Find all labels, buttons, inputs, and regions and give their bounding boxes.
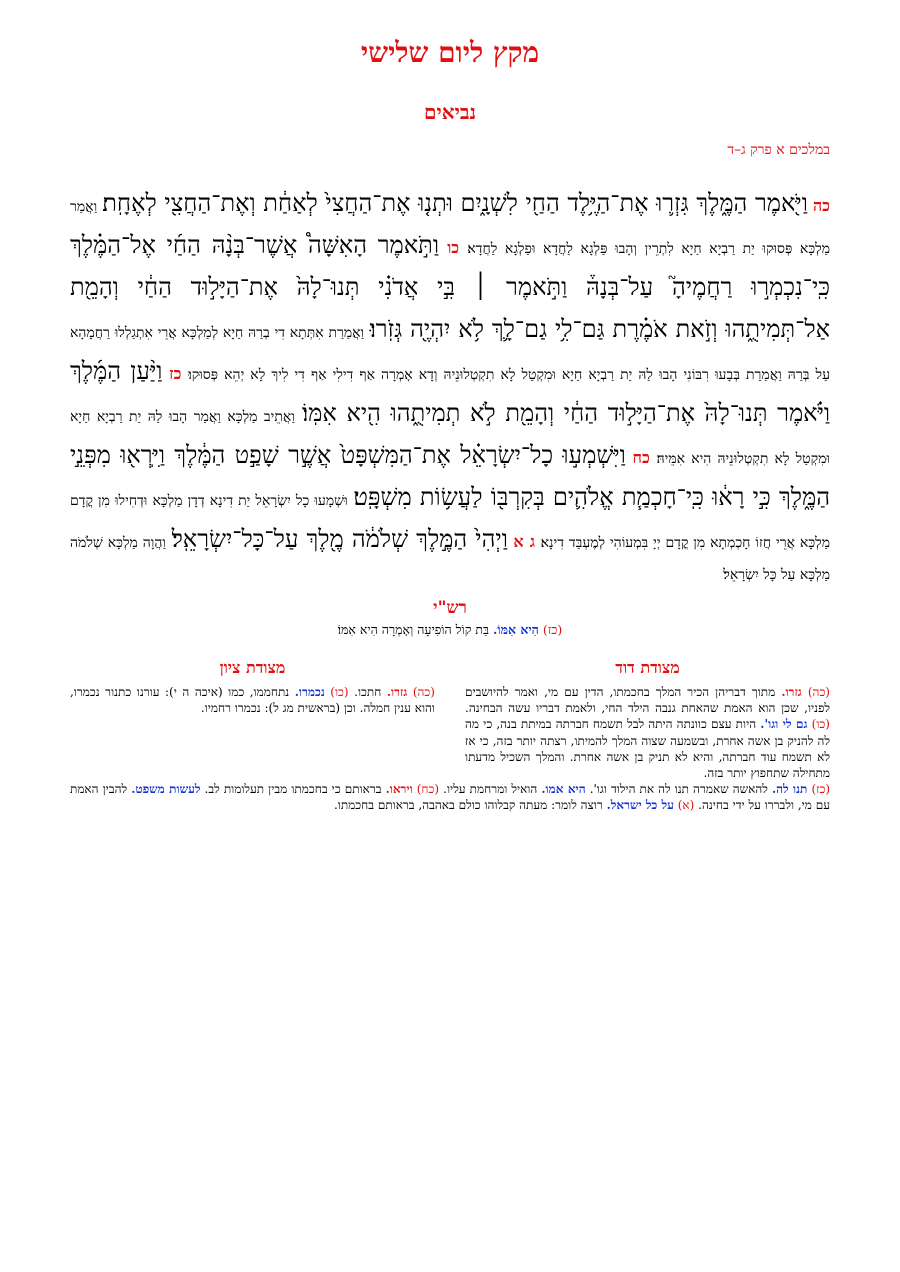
metzudat-david-title: מצודת דוד — [615, 658, 680, 677]
section-title: נביאים — [424, 100, 476, 124]
rashi-title: רש"י — [433, 598, 467, 618]
rashi-verse-ref: (כז) — [542, 622, 563, 637]
verse-text: וַיִּשְׁמְע֣וּ כָל־יִשְׂרָאֵ֗ל אֶת־הַמִּשְׁפָּט֙ אֲשֶׁ֣ר שָׁפַ֣ט הַמֶּ֔לֶךְ וַיִּֽרְא֖וּ מִפְּנֵ֣י הַמֶּ֑לֶךְ כִּ֣י רָא֔וּ כִּֽי־חָכְמַ֧ת אֱלֹהִ֛ים בְּקִרְבּ֖וֹ לַעֲשׂ֥וֹת מִשְׁפָּֽט׃ — [70, 441, 831, 511]
metzudat-david-continued — [70, 781, 830, 813]
verse-text: וַתֹּ֣אמֶר הָאִשָּׁה֩ אֲשֶׁר־בְּנָ֨הּ הַחַ֜י אֶל־הַמֶּ֗לֶךְ כִּֽי־נִכְמְר֣וּ רַחֲמֶיהָ֮ עַל־בְּנָהּ֒ וַתֹּ֣אמֶר ׀ בִּ֣י אֲדֹנִ֗י תְּנוּ־לָהּ֙ אֶת־הַיָּל֣וּד הַחַ֔י וְהָמֵ֖ת אַל־תְּמִיתֻ֑הוּ וְזֹ֣את אֹמֶ֗רֶת גַּם־לִ֥י גַם־לָ֛ךְ לֹ֥א יִהְיֶ֖ה גְּזֹֽרוּ׃ — [70, 231, 830, 343]
verse-ref: (כה) — [807, 685, 830, 699]
comment: בראותם כי בחכמתו מבין תעלומות לב. — [204, 782, 382, 797]
dibur: ויראו. — [385, 782, 413, 797]
targum-text: וַאֲתֵיב מַלְכָּא וַאֲמַר הָבוּ לַהּ יַת רַבְיָא חַיָא וּמִקְטַל לָא תִקְטְלוּנֵיהּ הִיא אִמֵּיהּ׃ — [70, 409, 830, 467]
dibur: גם לי וגו'. — [760, 717, 808, 732]
metzudat-zion-text — [70, 684, 435, 716]
verse-text: וַיְהִי֙ הַמֶּ֣לֶךְ שְׁלֹמֹ֔ה מֶ֖לֶךְ עַל־כָּל־יִשְׂרָאֵֽל׃ — [171, 525, 508, 553]
verse-number: ג א — [513, 532, 535, 551]
verses-block — [70, 182, 830, 588]
comment: רוצה לומר: מעתה קבלוהו כולם באהבה, בראותם בחכמתו. — [333, 798, 603, 813]
verse-number: כו — [447, 238, 460, 257]
dibur: היא אמו. — [541, 782, 586, 797]
comment: מתוך דבריהן הכיר המלך בחכמתו, הדין עם מי, ואמר להיושבים לפניו, שכן הוא האמת שהאחת גנבה הילד החי, ולאמת דבריו עשה הבחינה. — [465, 685, 830, 716]
verse-ref: (כח) — [416, 782, 440, 797]
metzudat-david-text — [465, 684, 830, 781]
comment: להבין האמת עם מי, ולבררו על ידי בחינה. — [70, 782, 830, 813]
verse-text: וַיַּ֨עַן הַמֶּ֜לֶךְ וַיֹּ֗אמֶר תְּנוּ־לָהּ֙ אֶת־הַיָּל֣וּד הַחַ֔י וְהָמֵ֖ת לֹ֣א תְמִיתֻ֑הוּ הִ֖יא אִמּֽוֹ׃ — [70, 357, 830, 427]
dibur: תנו לה. — [771, 782, 808, 797]
commentaries — [70, 658, 830, 781]
dibur: על כל ישראל. — [606, 798, 674, 813]
rashi-dibur: הִיא אִמּוֹ. — [493, 622, 539, 637]
rashi-commentary — [70, 622, 830, 638]
verse-number: כה — [812, 196, 830, 215]
rashi-text: בַּת קוֹל הוֹפִיעָה וְאָמְרָה הִיא אִמּוֹ׃ — [337, 622, 490, 637]
metzudat-zion-column — [70, 658, 435, 781]
dibur: גזרו. — [781, 685, 802, 699]
comment: הואיל ומרחמת עליו. — [443, 782, 538, 797]
targum-text: וּשְׁמָעוּ כָל יִשְׂרָאֵל יַת דִינָא דְדָן מַלְכָּא וּדְחִילוּ מִן קֳדָם מַלְכָּא אֲרֵי חֲזוֹ חָכְמְתָא מִן קֳדָם יְיָ בִּמְעוֹהִי לְמֶעְבַּד דִינָא׃ — [70, 493, 831, 551]
chapter-reference: במלכים א פרק ג–ד — [727, 142, 830, 158]
verse-ref: (א) — [677, 798, 695, 813]
comment: להאשה שאמרה תנו לה את הילוד וגו'. — [589, 782, 768, 797]
dibur: לעשות משפט. — [131, 782, 201, 797]
dibur: נכמרו. — [294, 685, 325, 699]
comment: חתכו. — [354, 685, 382, 699]
verse-ref: (כו) — [811, 717, 830, 732]
verse-text: וַיֹּ֖אמֶר הַמֶּ֑לֶךְ גִּזְר֛וּ אֶת־הַיֶּ֥לֶד הַחַ֖י לִשְׁנָ֑יִם וּתְנ֤וּ אֶת־הַחֲצִי֙ לְאַחַ֔ת וְאֶת־הַחֲצִ֖י לְאֶחָֽת׃ — [102, 189, 808, 217]
targum-text: וַאֲמַר מַלְכָּא פְּסוּקוּ יַת רַבְיָא חַיָא לִתְרֵין וְהָבוּ פַּלְגָא לַחֲדָא וּפַלְגָא לַחֲדָא׃ — [70, 199, 831, 257]
dibur: גזרו. — [386, 685, 408, 699]
comment: נתחממו, כמו (איכה ה י): עורנו כתנור נכמרו, והוא ענין חמלה. וכן (בראשית מג ל): נכמרו רחמיו. — [70, 685, 435, 716]
comment: היות עצם כוונתה היתה לבל תשמח חברתה במיתת בנה, כי מה לה להניק בן אשה אחרת, ובשמעה שצוה המלך להמיתו, רצתה יותר בזה, כי אז לא תשמח עוד חברתה, והיא לא תניק בן אשה אחרת. והמלך השכיל מדעתו מתחילה שתחפוץ יותר בזה. — [465, 717, 830, 780]
verse-ref: (כה) — [412, 685, 435, 699]
verse-number: כז — [169, 364, 182, 383]
metzudat-david-column — [465, 658, 830, 781]
page-title: מקץ ליום שלישי — [360, 36, 540, 69]
targum-text: וַאֲמַרַת אִתְּתָא דִי בְרַהּ חַיָא לְמַלְכָּא אֲרֵי אִתְגַלְלוּ רַחֲמָהָא עַל בְּרַהּ וַאֲמַרַת בְּבָעוּ רִבּוֹנִי הָבוּ לַהּ יַת רַבְיָא חַיָא וּמִקְטַל לָא תִקְטְלוּנֵיהּ וְדָא אָמְרָה אַף דִילִי אַף דִי לִיךְ לָא יְהֵא פְּסוּקוּ׃ — [70, 325, 830, 383]
verse-ref: (כו) — [330, 685, 349, 699]
verse-number: כח — [632, 448, 650, 467]
targum-text: וַהֲוָה מַלְכָּא שְׁלֹמֹה מַלְכָּא עַל כָּל יִשְׂרָאֵל׃ — [70, 535, 830, 583]
metzudat-zion-title: מצודת ציון — [219, 658, 286, 677]
verse-ref: (כז) — [811, 782, 831, 797]
